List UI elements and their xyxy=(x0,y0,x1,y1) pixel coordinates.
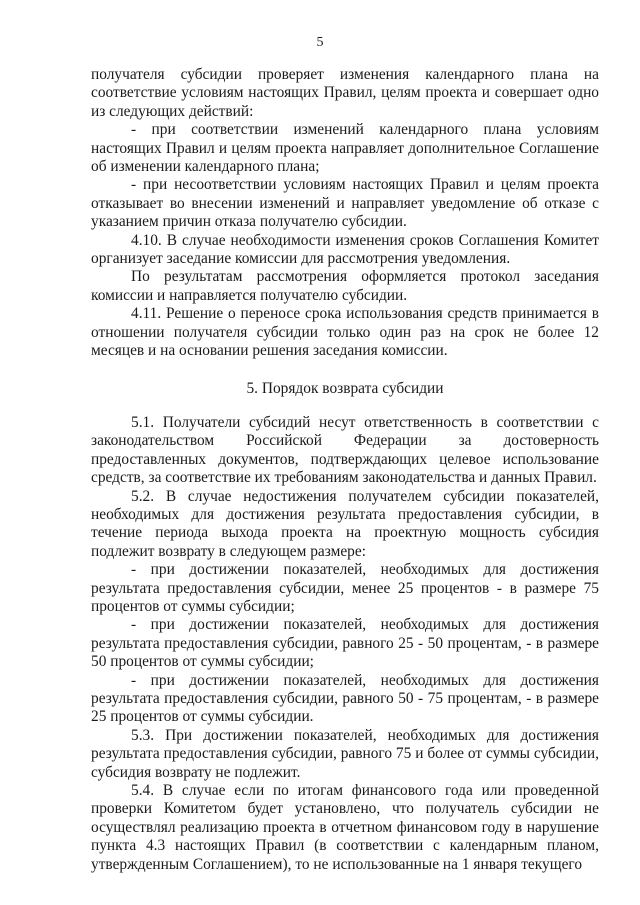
paragraph-5-2: 5.2. В случае недостижения получателем субсидии показателей, необходимых для достижения результата предоставления субсидии, в течение периода выхода проекта на проектную мощность субсидия подлежит возврату в следующем размере: xyxy=(91,487,599,560)
paragraph-5-3: 5.3. При достижении показателей, необходимых для достижения результата предоставления субсидии, равного 75 и более от суммы субсидии, субсидия возврату не подлежит. xyxy=(91,726,599,781)
paragraph-4-10: 4.10. В случае необходимости изменения сроков Соглашения Комитет организует заседание комиссии для рассмотрения уведомления. xyxy=(91,231,599,268)
paragraph-5-2-item-1: - при достижении показателей, необходимых для достижения результата предоставления субсидии, менее 25 процентов - в размере 75 процентов от суммы субсидии; xyxy=(91,561,599,615)
paragraph-3: - при несоответствии условиям настоящих Правил и целям проекта отказывает во внесении изменений и направляет уведомление об отказе с указанием причин отказа получателю субсидии. xyxy=(91,176,599,231)
paragraph-5-2-item-3: - при достижении показателей, необходимых для достижения результата предоставления субсидии, равного 50 - 75 процентам, - в размере 25 процентов от суммы субсидии. xyxy=(91,671,599,726)
paragraph-2: - при соответствии изменений календарного плана условиям настоящих Правил и целям проекта направляет дополнительное Соглашение об изменении календарного плана; xyxy=(91,121,599,176)
paragraph-5-1: 5.1. Получатели субсидий несут ответственность в соответствии с законодательством Российской Федерации за достоверность предоставленных документов, подтверждающих целевое использование средств, за соответствие их требованиям законодательства и данных Правил. xyxy=(91,413,599,487)
document-body xyxy=(91,66,599,874)
paragraph-4-11: 4.11. Решение о переносе срока использования средств принимается в отношении получателя субсидии только один раз на срок не более 12 месяцев и на основании решения заседания комиссии. xyxy=(91,305,599,360)
page-number: 5 xyxy=(316,35,324,50)
paragraph-1: получателя субсидии проверяет изменения календарного плана на соответствие условиям настоящих Правил, целям проекта и совершает одно из следующих действий: xyxy=(91,66,599,120)
section-heading: 5. Порядок возврата субсидии xyxy=(246,379,444,397)
paragraph-5-2-item-2: - при достижении показателей, необходимых для достижения результата предоставления субсидии, равного 25 - 50 процентам, - в размере 50 процентов от суммы субсидии; xyxy=(91,616,599,671)
paragraph-protocol: По результатам рассмотрения оформляется протокол заседания комиссии и направляется получателю субсидии. xyxy=(91,268,599,304)
paragraph-5-4: 5.4. В случае если по итогам финансового года или проведенной проверки Комитетом будет установлено, что получатель субсидии не осуществлял реализацию проекта в отчетном финансовом году в нарушение пункта 4.3 настоящих Правил (в соответствии с календарным планом, утвержденным Соглашением), то не использованные на 1 января текущего xyxy=(91,782,599,873)
